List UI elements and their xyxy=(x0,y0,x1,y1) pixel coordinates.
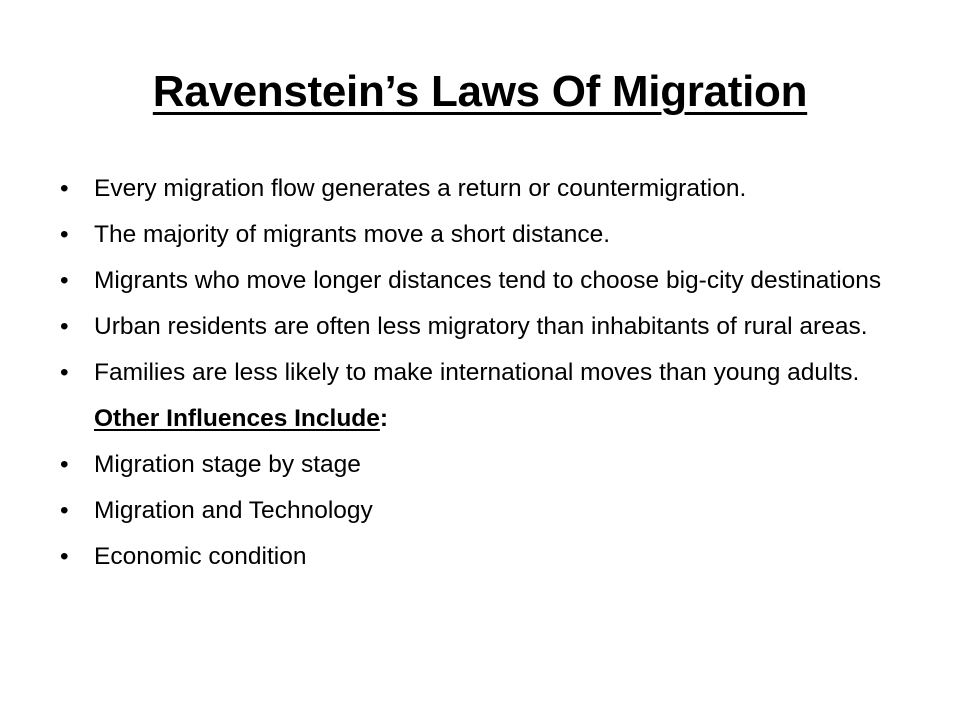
bullet-dot: • xyxy=(60,267,69,294)
bullet-item xyxy=(60,310,900,343)
bullet-dot: • xyxy=(60,313,69,340)
bullet-item xyxy=(60,264,900,297)
slide-title xyxy=(0,62,960,122)
bullet-dot: • xyxy=(60,543,69,570)
influence-item xyxy=(60,494,900,527)
bullet-item xyxy=(60,356,900,389)
bullet-item xyxy=(60,218,900,251)
influence-text: Migration stage by stage xyxy=(94,451,361,478)
slide-title-text: Ravenstein’s Laws Of Migration xyxy=(152,67,808,116)
subheading-suffix: : xyxy=(379,405,389,432)
subheading-item xyxy=(60,402,900,435)
bullet-dot: • xyxy=(60,451,69,478)
bullet-list xyxy=(60,172,900,586)
bullet-dot: • xyxy=(60,359,69,386)
bullet-dot: • xyxy=(60,497,69,524)
bullet-text: Families are less likely to make international moves than young adults. xyxy=(94,359,860,386)
influence-item xyxy=(60,448,900,481)
bullet-dot: • xyxy=(60,221,69,248)
bullet-text: Migrants who move longer distances tend to choose big-city destinations xyxy=(94,267,882,294)
bullet-text: The majority of migrants move a short distance. xyxy=(94,221,611,248)
influence-text: Migration and Technology xyxy=(94,497,373,524)
influence-item xyxy=(60,540,900,573)
subheading-text: Other Influences Include xyxy=(94,405,380,432)
subheading xyxy=(94,405,388,432)
bullet-item xyxy=(60,172,900,205)
bullet-text: Urban residents are often less migratory than inhabitants of rural areas. xyxy=(94,313,868,340)
influence-text: Economic condition xyxy=(94,543,307,570)
bullet-text: Every migration flow generates a return or countermigration. xyxy=(94,175,747,202)
bullet-dot: • xyxy=(60,175,69,202)
